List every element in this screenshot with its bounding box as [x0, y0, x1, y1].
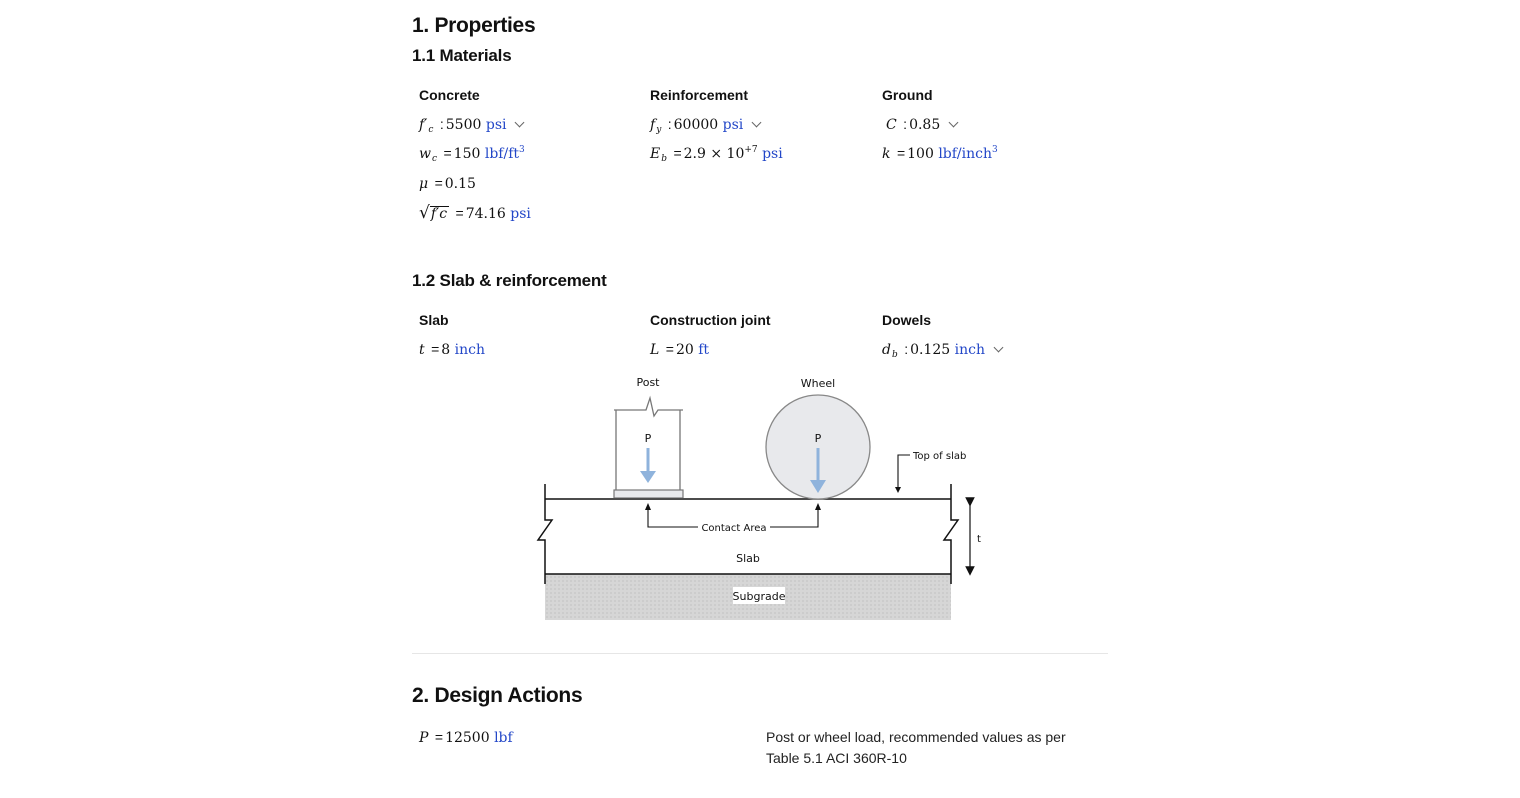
fc-var: f′ — [419, 117, 428, 133]
mu-sep: = — [434, 175, 443, 191]
fy-sub: y — [656, 125, 662, 135]
eb-value-sup: +7 — [744, 145, 758, 155]
fc-sep: : — [439, 116, 444, 132]
wc-sub: c — [431, 154, 438, 164]
reinforcement-heading: Reinforcement — [650, 87, 749, 103]
eb-sep: = — [673, 145, 682, 161]
thickness-label: t — [977, 534, 981, 545]
concrete-heading: Concrete — [419, 87, 480, 103]
wc-unit-base: lbf/ft — [484, 146, 520, 162]
fc-row — [419, 116, 523, 135]
post-load-label: P — [644, 432, 652, 445]
fc-dropdown-chevron-icon[interactable] — [515, 118, 525, 128]
fy-dropdown-chevron-icon[interactable] — [752, 118, 762, 128]
k-unit-sup: 3 — [992, 145, 998, 155]
db-dropdown-chevron-icon[interactable] — [994, 343, 1004, 353]
t-sep: = — [431, 341, 440, 357]
eb-sub: b — [661, 154, 667, 164]
l-sep: = — [665, 341, 674, 357]
contact-area-label: Contact Area — [701, 523, 767, 534]
c-sep: : — [903, 116, 908, 132]
l-value: 20 — [675, 342, 694, 358]
mu-value: 0.15 — [444, 176, 476, 192]
p-sep: = — [434, 729, 444, 745]
fy-unit: psi — [722, 117, 744, 133]
l-var: L — [650, 342, 660, 358]
fc-sub: c — [428, 125, 434, 135]
db-sep: : — [904, 341, 909, 357]
wc-unit-sup: 3 — [519, 145, 525, 155]
slab-label: Slab — [736, 552, 760, 565]
eb-value: 2.9 × 10 — [683, 146, 745, 162]
dowels-heading: Dowels — [882, 312, 932, 328]
contact-area-arrowhead-left-icon — [645, 503, 651, 510]
l-row — [650, 341, 709, 358]
eb-unit: psi — [762, 146, 783, 162]
wc-var: w — [419, 146, 431, 162]
p-row — [419, 729, 513, 746]
wc-unit — [485, 146, 525, 162]
c-dropdown-chevron-icon[interactable] — [949, 118, 959, 128]
slab-heading: Slab — [419, 312, 449, 328]
c-value: 0.85 — [909, 117, 941, 133]
eb-row — [650, 145, 783, 164]
contact-area-leader-left — [648, 508, 698, 527]
db-value: 0.125 — [910, 342, 951, 358]
mu-row — [419, 175, 476, 192]
top-of-slab-leader — [898, 455, 910, 490]
c-var: C — [886, 117, 897, 133]
post-label: Post — [636, 376, 660, 389]
t-value: 8 — [441, 342, 451, 358]
wheel-label: Wheel — [800, 377, 836, 390]
wc-value: 150 — [453, 146, 481, 162]
t-var: t — [419, 342, 425, 358]
k-unit-base: lbf/inch — [938, 146, 993, 162]
post-outline — [614, 398, 683, 416]
k-var: k — [882, 146, 891, 162]
k-row — [882, 145, 998, 162]
post-load-arrowhead-icon — [640, 471, 656, 483]
p-unit: lbf — [494, 730, 513, 746]
joint-heading: Construction joint — [650, 312, 771, 328]
c-row — [886, 116, 957, 133]
top-of-slab-label: Top of slab — [913, 451, 967, 462]
wc-row — [419, 145, 525, 164]
fc-unit: psi — [485, 117, 507, 133]
fy-var: f — [650, 117, 656, 133]
sqrt-fc-value: 74.16 — [465, 206, 506, 222]
eb-var: E — [650, 146, 661, 162]
ground-heading: Ground — [882, 87, 933, 103]
fy-sep: : — [667, 116, 672, 132]
k-sep: = — [896, 145, 906, 161]
fy-value: 60000 — [673, 117, 719, 133]
db-row — [882, 341, 1002, 360]
wheel-load-label: P — [814, 432, 822, 445]
contact-area-arrowhead-right-icon — [815, 503, 821, 510]
contact-area-leader-right — [770, 508, 818, 527]
mu-var: μ — [419, 176, 429, 192]
fy-row — [650, 116, 760, 135]
p-description: Post or wheel load, recommended values as per Table 5.1 ACI 360R-10 — [766, 729, 1066, 766]
db-var: d — [882, 342, 891, 358]
wc-sep: = — [443, 145, 452, 161]
db-sub: b — [891, 350, 898, 360]
t-unit: inch — [454, 342, 486, 358]
slab-load-diagram — [530, 372, 1000, 624]
sqrt-fc-sep: = — [455, 205, 464, 221]
p-value: 12500 — [445, 730, 490, 746]
sqrt-fc-row — [419, 203, 531, 223]
section-divider — [412, 653, 1108, 654]
p-var: P — [419, 730, 429, 746]
section-title-properties: 1. Properties — [412, 14, 536, 37]
subsection-title-materials: 1.1 Materials — [412, 46, 512, 65]
fc-value: 5500 — [445, 117, 482, 133]
sqrt-fc-expr: f′c — [430, 206, 448, 222]
subgrade-label: Subgrade — [732, 590, 786, 603]
sqrt-radical-icon: √ — [419, 203, 430, 223]
db-unit: inch — [954, 342, 985, 358]
top-of-slab-arrowhead-icon — [895, 487, 901, 493]
k-unit — [938, 146, 997, 162]
k-value: 100 — [907, 146, 934, 162]
post-base-plate — [614, 490, 683, 498]
sqrt-fc-unit: psi — [510, 206, 531, 222]
l-unit: ft — [698, 342, 710, 358]
section-title-design-actions: 2. Design Actions — [412, 684, 583, 707]
t-row — [419, 341, 485, 358]
subsection-title-slab: 1.2 Slab & reinforcement — [412, 271, 607, 290]
